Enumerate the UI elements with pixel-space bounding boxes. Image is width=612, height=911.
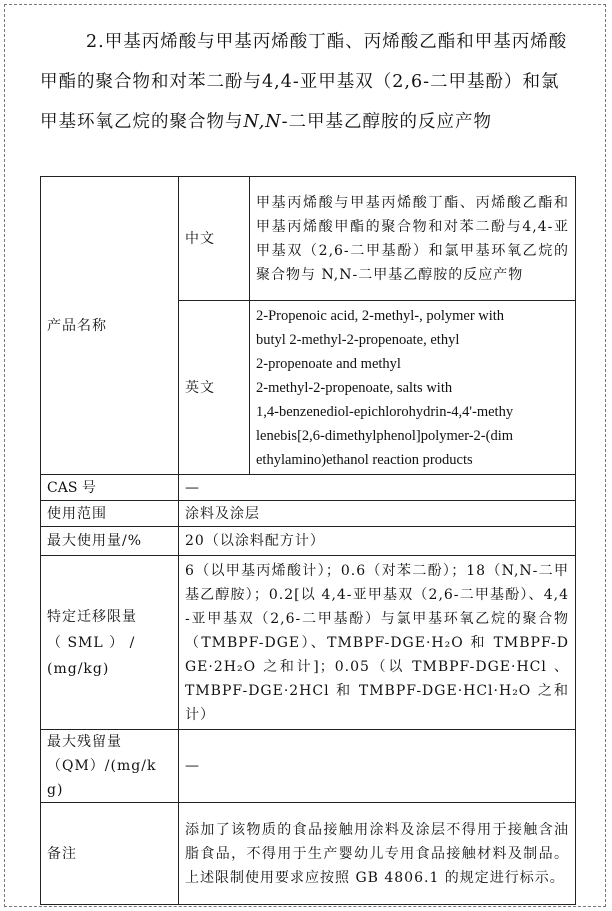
specification-table bbox=[40, 176, 576, 905]
table-row bbox=[41, 803, 576, 905]
heading-number: 2. bbox=[86, 32, 105, 52]
sml-label-line: (mg/kg) bbox=[47, 660, 110, 677]
table-row bbox=[41, 177, 576, 301]
remark-value: 添加了该物质的食品接触用涂料及涂层不得用于接触含油脂食品，不得用于生产婴幼儿专用食品接触材料及制品。上述限制使用要求应按照 GB 4806.1 的规定进行标示。 bbox=[179, 803, 576, 905]
qm-label-line: 最大残留量 bbox=[47, 734, 122, 750]
max-use-value: 20（以涂料配方计） bbox=[179, 527, 576, 556]
english-name-line: 2-propenoate and methyl bbox=[256, 355, 401, 372]
qm-value: — bbox=[179, 730, 576, 803]
english-name-line: 1,4-benzenediol-epichlorohydrin-4,4'-methy bbox=[256, 403, 514, 420]
sml-label bbox=[41, 556, 179, 730]
english-name bbox=[250, 301, 576, 475]
section-heading bbox=[40, 22, 575, 142]
qm-label bbox=[41, 730, 179, 803]
table-row bbox=[41, 556, 576, 730]
english-name-line: 2-Propenoic acid, 2-methyl-, polymer with bbox=[256, 307, 505, 324]
remark-label: 备注 bbox=[41, 803, 179, 905]
qm-label-line: （QM）/(mg/kg) bbox=[47, 758, 157, 798]
english-name-line: ethylamino)ethanol reaction products bbox=[256, 451, 473, 468]
sml-label-line: 特定迁移限量 bbox=[47, 608, 137, 625]
heading-italic: N,N bbox=[243, 112, 282, 132]
cas-label: CAS 号 bbox=[41, 475, 179, 501]
chinese-label: 中文 bbox=[179, 177, 250, 301]
max-use-label: 最大使用量/% bbox=[41, 527, 179, 556]
english-name-line: lenebis[2,6-dimethylphenol]polymer-2-(dim bbox=[256, 427, 514, 444]
table-row bbox=[41, 501, 576, 527]
english-label: 英文 bbox=[179, 301, 250, 475]
product-name-label: 产品名称 bbox=[41, 177, 179, 475]
sml-label-line: （ SML ） / bbox=[47, 634, 136, 651]
chinese-name: 甲基丙烯酸与甲基丙烯酸丁酯、丙烯酸乙酯和甲基丙烯酸甲酯的聚合物和对苯二酚与4,4-亚甲基双（2,6-二甲基酚）和氯甲基环氧乙烷的聚合物与 N,N-二甲基乙醇胺的反应产物 bbox=[250, 177, 576, 301]
usage-label: 使用范围 bbox=[41, 501, 179, 527]
english-name-line: butyl 2-methyl-2-propenoate, ethyl bbox=[256, 331, 460, 348]
sml-value: 6（以甲基丙烯酸计）；0.6（对苯二酚）；18（N,N-二甲基乙醇胺）；0.2[以 4,4-亚甲基双（2,6-二甲基酚）、4,4-亚甲基双（2,6-二甲基酚）与氯甲基环氧乙烷的聚合物（TMBPF-DGE）、TMBPF-DGE·H₂O 和 TMBPF-DGE·2H₂O 之和计]；0.05（以 TMBPF-DGE·HCl 、 TMBPF-DGE·2HCl 和 TMBPF-DGE·HCl·H₂O 之和计） bbox=[179, 556, 576, 730]
heading-text-before: 甲基丙烯酸与甲基丙烯酸丁酯、丙烯酸乙酯和甲基丙烯酸甲酯的聚合物和对苯二酚与4,4-亚甲基双（2,6-二甲基酚）和氯甲基环氧乙烷的聚合物与 bbox=[40, 32, 568, 132]
usage-value: 涂料及涂层 bbox=[179, 501, 576, 527]
table-row bbox=[41, 730, 576, 803]
english-name-line: 2-methyl-2-propenoate, salts with bbox=[256, 379, 453, 396]
heading-text-after: -二甲基乙醇胺的反应产物 bbox=[281, 112, 492, 132]
table-row bbox=[41, 475, 576, 501]
table-row bbox=[41, 527, 576, 556]
cas-value: — bbox=[179, 475, 576, 501]
